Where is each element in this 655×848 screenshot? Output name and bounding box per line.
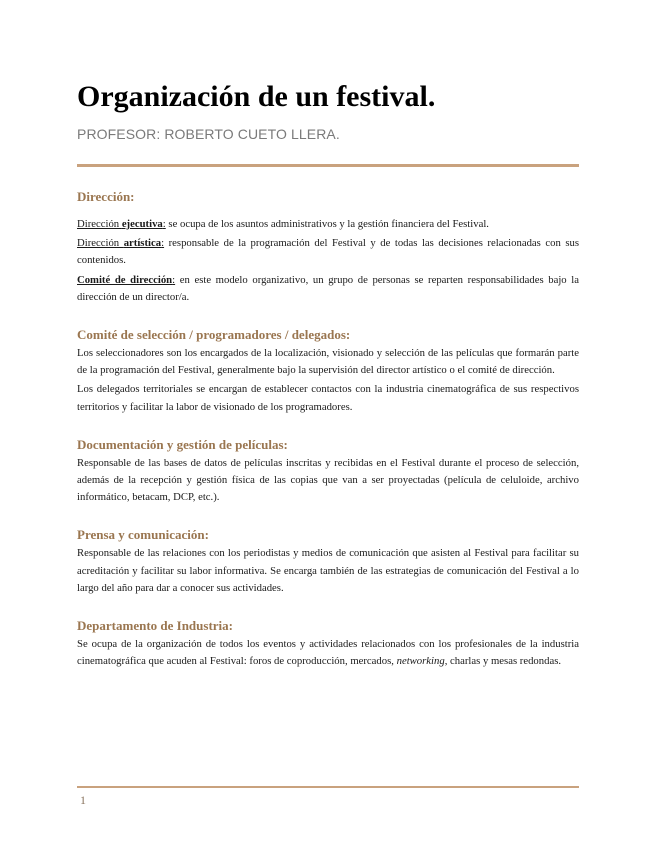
section-prensa [77, 526, 579, 597]
italic-term: networking [396, 655, 445, 668]
page-title: Organización de un festival. [77, 80, 436, 113]
definition-term: Comité de dirección: [77, 273, 176, 286]
paragraph: Los seleccionadores son los encargados de la localización, visionado y selección de las películas que formarán parte de la programación del Festival, generalmente bajo la supervisión del director artístico o el comité de dirección. [77, 347, 579, 377]
section-direccion [77, 188, 579, 306]
definition-item [77, 216, 579, 233]
definition-item [77, 235, 579, 269]
section-heading: Prensa y comunicación: [77, 527, 209, 543]
definition-text: responsable de la programación del Festival y de todas las decisiones relacionadas con sus contenidos. [77, 237, 579, 267]
paragraph: Los delegados territoriales se encargan de establecer contactos con la industria cinematográfica de sus respectivos territorios y facilitar la labor de visionado de los programadores. [77, 383, 579, 413]
header-rule [77, 164, 579, 167]
section-comite-seleccion [77, 326, 579, 416]
definition-text: en este modelo organizativo, un grupo de personas se reparten responsabilidades bajo la dirección de un director/a. [77, 273, 579, 303]
section-heading: Documentación y gestión de películas: [77, 436, 288, 452]
paragraph: Se ocupa de la organización de todos los eventos y actividades relacionados con los profesionales de la industria cinematográfica que acuden al Festival: foros de coproducción, mercados, networking, charlas y mesas redondas. [77, 638, 579, 668]
definition-text: se ocupa de los asuntos administrativos y la gestión financiera del Festival. [165, 218, 489, 230]
footer-rule [77, 786, 579, 788]
definition-term: Dirección ejecutiva: [77, 218, 166, 230]
section-heading: Comité de selección / programadores / delegados: [77, 327, 351, 343]
paragraph: Responsable de las relaciones con los periodistas y medios de comunicación que asisten al Festival para facilitar su acreditación y facilitar su labor informativa. Se encarga también de las estrategias de comunicación del Festival a lo largo del año para dar a conocer sus actividades. [77, 547, 579, 594]
section-industria [77, 617, 579, 670]
document-body [77, 188, 579, 670]
paragraph: Responsable de las bases de datos de películas inscritas y recibidas en el Festival durante el proceso de selección, además de la recepción y gestión física de las copias que van a ser proyectadas (película de celuloide, archivo informático, betacam, DCP, etc.). [77, 456, 579, 504]
definition-term: Dirección artística: [77, 237, 165, 250]
definition-item [77, 272, 579, 306]
section-heading: Departamento de Industria: [77, 618, 233, 634]
section-documentacion [77, 436, 579, 507]
page-number: 1 [80, 793, 86, 807]
page-subtitle: PROFESOR: ROBERTO CUETO LLERA. [77, 126, 340, 142]
section-heading: Dirección: [77, 189, 135, 204]
